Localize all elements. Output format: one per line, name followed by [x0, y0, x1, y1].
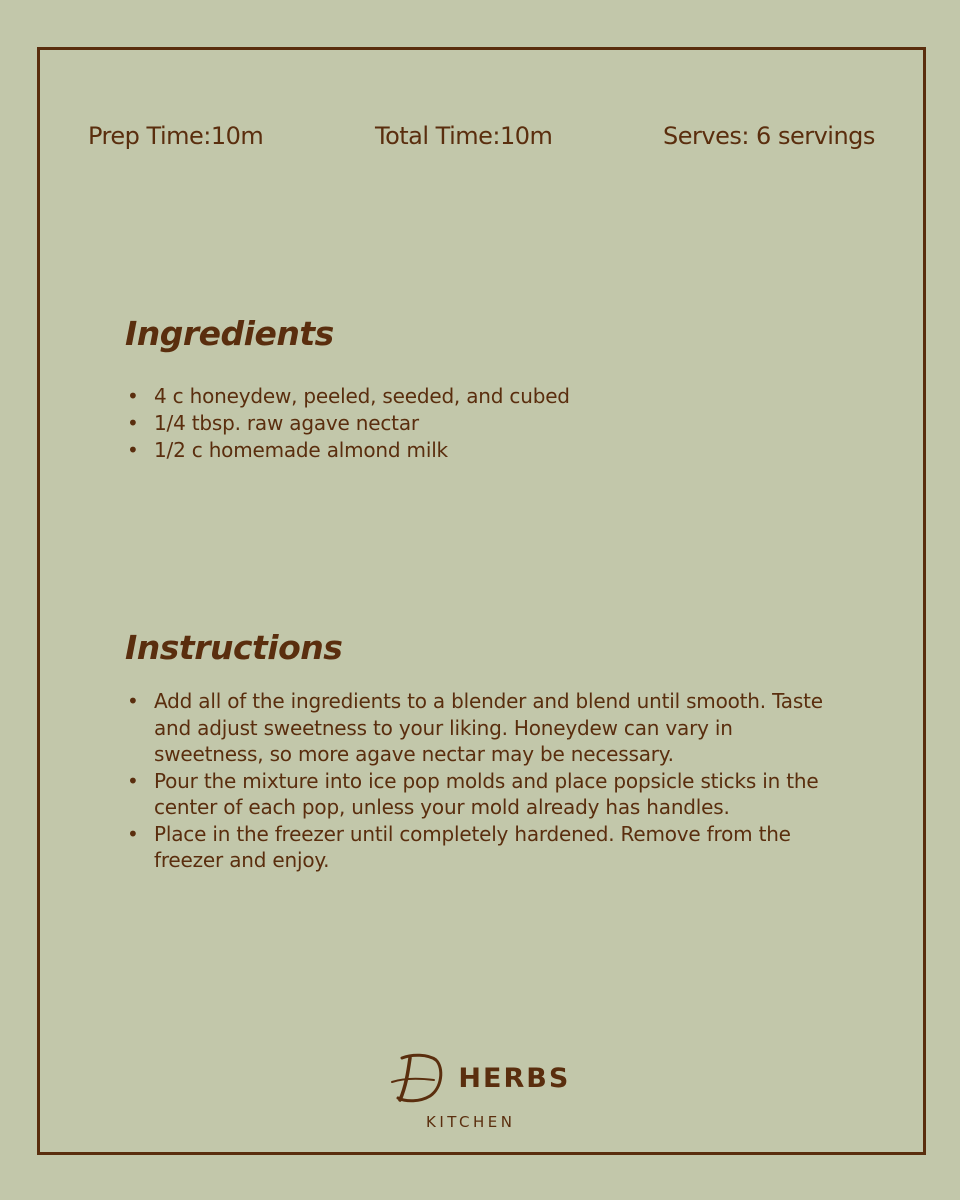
ingredient-item — [126, 437, 826, 464]
bullet-icon: • — [127, 438, 139, 462]
bullet-icon: • — [127, 384, 139, 408]
bullet-icon: • — [127, 768, 139, 793]
instruction-text: Pour the mixture into ice pop molds and place popsicle sticks in the center of each pop, unless your mold already has handles. — [154, 768, 819, 819]
bullet-icon: • — [127, 689, 139, 713]
servings: Serves: 6 servings — [663, 122, 875, 150]
ingredients-heading: Ingredients — [125, 314, 334, 353]
instructions-list — [126, 688, 846, 874]
ingredient-text: 1/2 c homemade almond milk — [154, 438, 448, 462]
recipe-card-frame — [37, 47, 926, 1155]
instruction-step — [126, 768, 846, 821]
instruction-text: Add all of the ingredients to a blender and blend until smooth. Taste and adjust sweetness to your liking. Honeydew can vary in sweetness, so more agave nectar may be necessary. — [154, 689, 823, 766]
prep-time: Prep Time:10m — [88, 122, 264, 150]
bullet-icon: • — [127, 411, 139, 435]
brand-subtitle: KITCHEN — [426, 1113, 516, 1131]
ingredient-item — [126, 383, 826, 410]
instruction-step — [126, 688, 846, 768]
ingredients-list — [126, 383, 826, 464]
bullet-icon: • — [127, 821, 139, 846]
total-time: Total Time:10m — [375, 122, 553, 150]
ingredient-text: 4 c honeydew, peeled, seeded, and cubed — [154, 384, 570, 408]
instructions-heading: Instructions — [125, 628, 343, 667]
instruction-text: Place in the freezer until completely hardened. Remove from the freezer and enjoy. — [154, 821, 791, 872]
instruction-step — [126, 821, 846, 874]
ingredient-text: 1/4 tbsp. raw agave nectar — [154, 411, 419, 435]
ingredient-item — [126, 410, 826, 437]
brand-name: HERBS — [458, 1063, 571, 1094]
